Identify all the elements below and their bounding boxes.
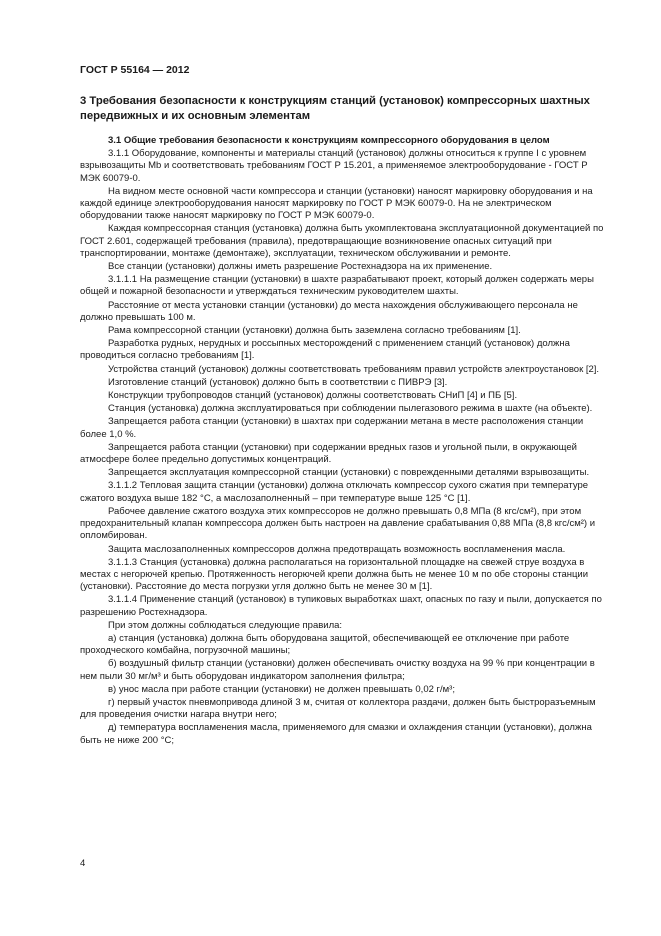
- paragraph: Станция (установка) должна эксплуатироваться при соблюдении пылегазового режима в шахте (на объекте).: [108, 403, 593, 415]
- paragraph: Разработка рудных, нерудных и россыпных месторождений с применением станций (установок) должна проводиться согласно требованиям [1].: [80, 338, 570, 362]
- paragraph: 3.1.1 Оборудование, компоненты и материалы станций (установок) должны относиться к группе I с уровнем взрывозащиты Mb и соответствовать требованиям ГОСТ Р 15.201, а применяемое электрооборудование - ГОСТ Р МЭК 60079-0.: [80, 148, 588, 184]
- paragraph-list: [80, 148, 606, 747]
- paragraph: При этом должны соблюдаться следующие правила:: [108, 619, 343, 631]
- paragraph: Изготовление станций (установок) должно быть в соответствии с ПИВРЭ [3].: [108, 376, 448, 388]
- paragraph: Запрещается эксплуатация компрессорной станции (установки) с поврежденными деталями взрывозащиты.: [108, 467, 590, 479]
- paragraph: Устройства станций (установок) должны соответствовать требованиям правил устройств электроустановок [2].: [108, 363, 600, 375]
- paragraph: д) температура воспламенения масла, применяемого для смазки и охлаждения станции (установки), должна быть не ниже 200 °С;: [80, 722, 592, 746]
- paragraph: б) воздушный фильтр станции (установки) должен обеспечивать очистку воздуха на 99 % при концентрации в нем пыли 30 мг/м³ и быть оборудован индикатором заполнения фильтра;: [80, 658, 595, 682]
- paragraph: Каждая компрессорная станция (установка) должна быть укомплектована эксплуатационной документацией по ГОСТ 2.601, содержащей требования (правила), предотвращающие возникновение опасных ситуаций при транспортировании, монтаже (демонтаже), эксплуатации, техническом обслуживании и ремонте.: [80, 223, 604, 259]
- paragraph: 3.1.1.2 Тепловая защита станции (установки) должна отключать компрессор сухого сжатия при температуре сжатого воздуха выше 182 °С, а маслозаполненный – при температуре выше 125 °С [1].: [80, 480, 589, 504]
- paragraph: Расстояние от места установки станции (установки) до места нахождения обслуживающего персонала не должно превышать 100 м.: [80, 299, 578, 323]
- subsection-title: 3.1 Общие требования безопасности к конструкциям компрессорного оборудования в целом: [108, 135, 550, 146]
- paragraph: 3.1.1.4 Применение станций (установок) в тупиковых выработках шахт, опасных по газу и пыли, допускается по разрешению Ростехнадзора.: [80, 594, 602, 618]
- paragraph: Защита маслозаполненных компрессоров должна предотвращать возможность воспламенения масла.: [108, 543, 566, 555]
- paragraph: Запрещается работа станции (установки) при содержании вредных газов и угольной пыли, в окружающей атмосфере более предельно допустимых концентраций.: [80, 441, 577, 466]
- paragraph: Все станции (установки) должны иметь разрешение Ростехнадзора на их применение.: [108, 261, 493, 273]
- paragraph: Рабочее давление сжатого воздуха этих компрессоров не должно превышать 0,8 МПа (8 кгс/см²), при этом предохранительный клапан компрессора должен быть настроен на давление срабатывания 0,88 МПа (8,8 кгс/см²) и опломбирован.: [80, 505, 596, 542]
- paragraph: 3.1.1.1 На размещение станции (установки) в шахте разрабатывают проект, который должен содержать меры общей и пожарной безопасности и утверждаться техническим руководителем шахты.: [80, 274, 594, 298]
- document-body: [80, 94, 606, 748]
- paragraph: Конструкции трубопроводов станций (установок) должны соответствовать СНиП [4] и ПБ [5].: [108, 390, 518, 402]
- document-header: ГОСТ Р 55164 — 2012: [80, 64, 190, 76]
- paragraph: Запрещается работа станции (установки) в шахтах при содержании метана в месте расположения станции более 1,0 %.: [80, 416, 584, 440]
- paragraph: а) станция (установка) должна быть оборудована защитой, обеспечивающей ее отключение при работе проходческого комбайна, погрузочной машины;: [80, 632, 570, 657]
- paragraph: На видном месте основной части компрессора и станции (установки) наносят маркировку оборудования и на каждой единице электрооборудования наносят маркировку по ГОСТ Р МЭК 60079-0. На не электрическом оборудовании также наносят маркировку по ГОСТ Р МЭК 60079-0.: [80, 185, 593, 222]
- paragraph: Рама компрессорной станции (установки) должна быть заземлена согласно требованиям [1].: [108, 325, 521, 337]
- section-title: 3 Требования безопасности к конструкциям станций (установок) компрессорных шахтных передвижных и их основным элементам: [80, 95, 590, 122]
- paragraph: г) первый участок пневмопривода длиной 3 м, считая от коллектора раздачи, должен быть быстроразъемным для проведения очистки нагара внутри него;: [80, 696, 596, 721]
- paragraph: в) унос масла при работе станции (установки) не должен превышать 0,02 г/м³;: [108, 683, 455, 695]
- page-number: 4: [80, 858, 86, 869]
- paragraph: 3.1.1.3 Станция (установка) должна располагаться на горизонтальной площадке на свежей струе воздуха в местах с негорючей крепью. Протяженность негорючей крепи должна быть не менее 10 м по обе стороны станции (установки). Расстояние до места погрузки угля должно быть не менее 30 м [1].: [80, 556, 589, 593]
